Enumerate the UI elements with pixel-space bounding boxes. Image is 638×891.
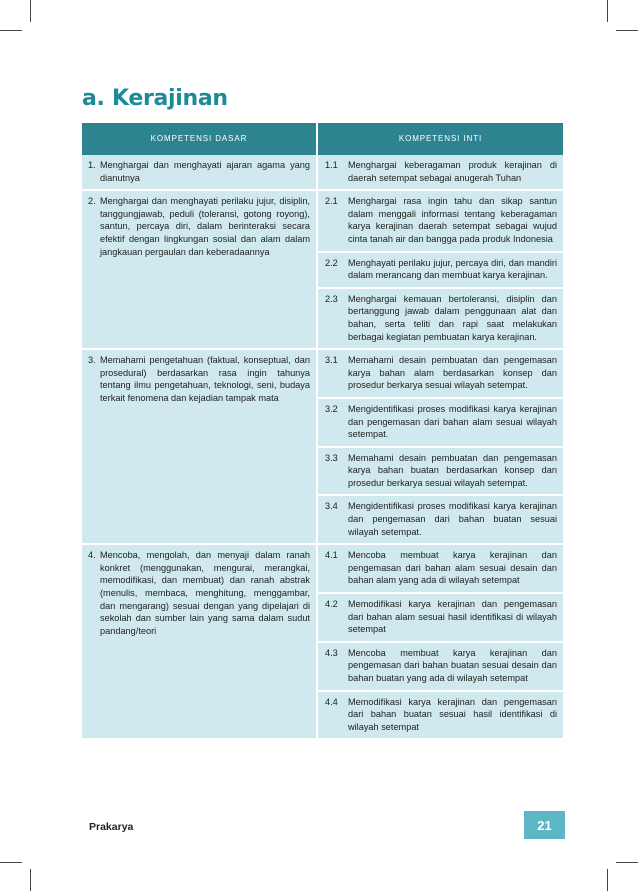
ki-text: Mengidentifikasi proses modifikasi karya kerajinan dan pengemasan dari bahan buatan sesuai wilayah setempat. [348,501,557,537]
ki-cell-2-1 [317,190,563,251]
ki-number: 2.3 [325,293,338,304]
ki-text: Mencoba membuat karya kerajinan dan pengemasan dari bahan alam sesuai desain dan bahan alam yang ada di wilayah setempat [348,550,557,586]
kompetensi-table [82,123,563,740]
table-header-row [82,123,563,155]
section-title: a. Kerajinan [82,86,228,111]
ki-number: 3.4 [325,501,338,512]
header-kompetensi-inti: KOMPETENSI INTI [317,123,563,155]
crop-mark [616,30,638,31]
ki-cell-3-3 [317,447,563,496]
ki-text: Mencoba membuat karya kerajinan dan pengemasan dari bahan buatan sesuai desain dan bahan buatan yang ada di wilayah setempat [348,647,557,683]
ki-number: 4.3 [325,647,338,658]
ki-number: 4.4 [325,696,338,707]
ki-cell-3-4 [317,495,563,544]
ki-number: 2.2 [325,257,338,268]
ki-number: 3.2 [325,403,338,414]
ki-cell-2-2 [317,252,563,288]
ki-cell-4-2 [317,593,563,642]
ki-text: Memahami desain pembuatan dan pengemasan karya bahan alam berdasarkan konsep dan prosedur berkarya sesuai wilayah setempat. [348,355,557,391]
footer-book-title: Prakarya [89,821,134,833]
kd-number: 1. [88,160,96,170]
page-number: 21 [524,811,565,839]
table-row [82,349,563,398]
ki-cell-1-1 [317,155,563,190]
ki-number: 3.3 [325,452,338,463]
kd-text: Menghargai dan menghayati perilaku jujur, disiplin, tanggungjawab, peduli (toleransi, gotong royong), santun, percaya diri, dalam berinteraksi secara efektif dengan lingkungan sosial dan alam dalam jangkauan pergaulan dan keberadaannya [100,196,310,257]
ki-number: 4.2 [325,599,338,610]
kd-text: Memahami pengetahuan (faktual, konseptual, dan prosedural) berdasarkan rasa ingin tahunya tentang ilmu pengetahuan, teknologi, seni, budaya terkait fenomena dan kejadian tampak mata [100,355,310,403]
ki-text: Memodifikasi karya kerajinan dan pengemasan dari bahan alam sesuai hasil identifikasi di wilayah setempat [348,599,557,635]
ki-cell-2-3 [317,288,563,349]
crop-mark [30,869,31,891]
ki-cell-4-4 [317,691,563,740]
ki-text: Memahami desain pembuatan dan pengemasan karya bahan buatan berdasarkan konsep dan prosedur berkarya sesuai wilayah setempat. [348,452,557,488]
crop-mark [616,862,638,863]
ki-text: Mengidentifikasi proses modifikasi karya kerajinan dan pengemasan dari bahan alam sesuai wilayah setempat. [348,403,557,440]
ki-number: 3.1 [325,355,338,366]
ki-number: 4.1 [325,550,338,561]
crop-mark [607,0,608,22]
ki-cell-3-2 [317,398,563,447]
ki-number: 2.1 [325,196,338,207]
kd-number: 2. [88,196,96,207]
table-row [82,155,563,190]
header-kompetensi-dasar: KOMPETENSI DASAR [82,123,317,155]
table-row [82,190,563,251]
kd-text: Menghargai dan menghayati ajaran agama yang dianutnya [100,160,310,183]
kd-text: Mencoba, mengolah, dan menyaji dalam ranah konkret (menggunakan, mengurai, merangkai, memodifikasi, dan membuat) dan ranah abstrak (menulis, membaca, menghitung, menggambar, dan mengarang) sesuai dengan yang dipelajari di sekolah dan sumber lain yang sama dalam sudut pandang/teori [100,550,310,636]
crop-mark [30,0,31,22]
kd-cell-1 [82,155,317,190]
ki-cell-3-1 [317,349,563,398]
crop-mark [607,869,608,891]
ki-text: Menghargai kemauan bertoleransi, disiplin dan bertanggung jawab dalam penggunaan alat dan bahan, serta teliti dan rapi saat melakukan berbagai kegiatan pembuatan karya kerajinan. [348,293,557,342]
ki-cell-4-1 [317,544,563,593]
kd-cell-3 [82,349,317,544]
table-row [82,544,563,593]
kd-number: 4. [88,550,96,561]
kd-cell-2 [82,190,317,349]
kd-number: 3. [88,355,96,366]
kd-cell-4 [82,544,317,739]
ki-number: 1.1 [325,160,338,170]
ki-text: Memodifikasi karya kerajinan dan pengemasan dari bahan buatan sesuai hasil identifikasi di wilayah setempat [348,696,557,732]
ki-text: Menghayati perilaku jujur, percaya diri, dan mandiri dalam merancang dan membuat karya kerajinan. [348,257,557,281]
ki-text: Menghargai rasa ingin tahu dan sikap santun dalam menggali informasi tentang keberagaman karya kerajinan daerah setempat sebagai wujud cinta tanah air dan bangga pada produk Indonesia [348,196,557,244]
ki-text: Menghargai keberagaman produk kerajinan di daerah setempat sebagai anugerah Tuhan [348,160,557,183]
ki-cell-4-3 [317,642,563,691]
crop-mark [0,862,22,863]
crop-mark [0,30,22,31]
